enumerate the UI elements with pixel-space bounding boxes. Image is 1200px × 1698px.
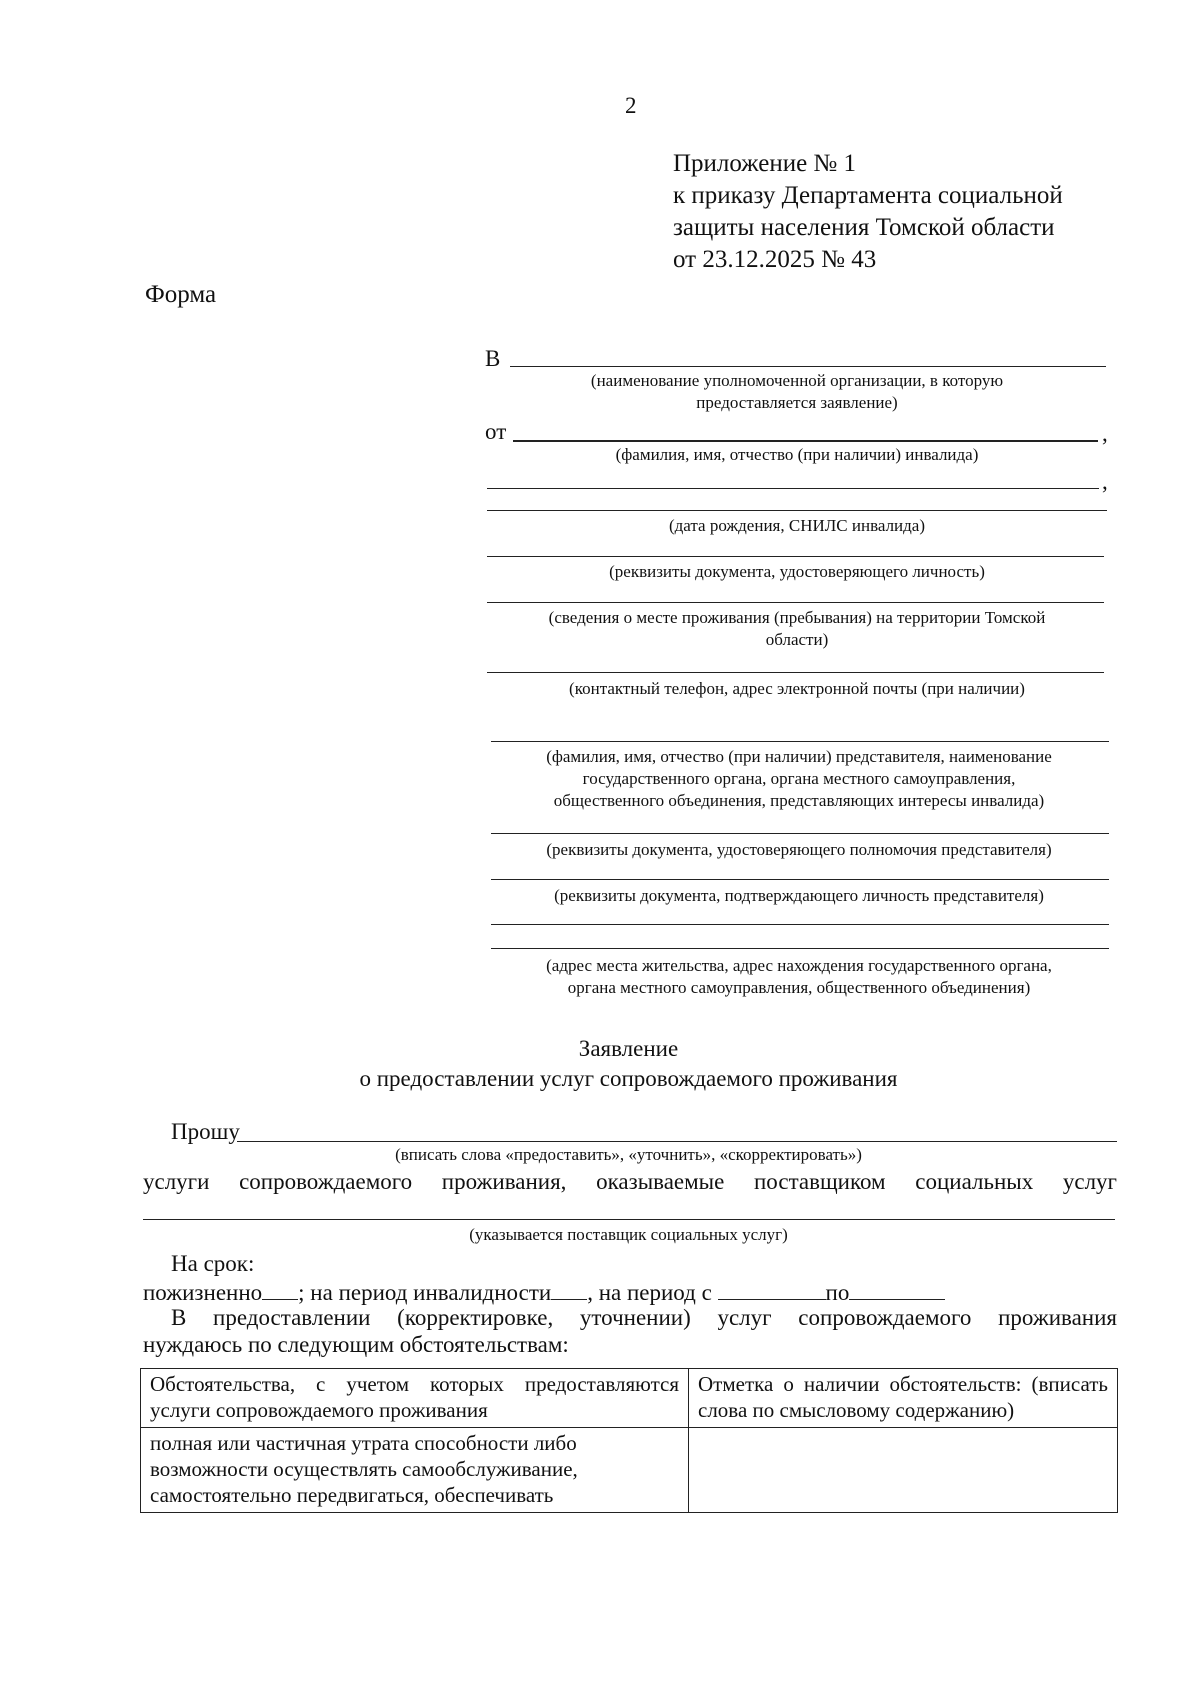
org-hint-line-1: (наименование уполномоченной организации, в которую (590, 371, 1004, 390)
rep-auth-hint: (реквизиты документа, удостоверяющего полномочия представителя) (546, 840, 1052, 859)
appendix-line-2: к приказу Департамента социальной (673, 182, 1063, 209)
disability-period-field[interactable] (551, 1277, 587, 1300)
rep-hint-line-2: государственного органа, органа местного самоуправления, (582, 769, 1016, 788)
rep-field-line[interactable] (491, 741, 1109, 742)
provider-hint: (указывается поставщик социальных услуг) (469, 1225, 788, 1244)
fio-extra-comma: , (1102, 469, 1108, 494)
rep-hint (487, 746, 1111, 812)
org-hint (487, 370, 1107, 414)
contact-hint: (контактный телефон, адрес электронной почты (при наличии) (569, 679, 1025, 698)
page-number: 2 (625, 93, 637, 118)
rep-auth-field-line[interactable] (491, 833, 1109, 834)
term-label: На срок: (171, 1251, 255, 1276)
appendix-line-1: Приложение № 1 (673, 150, 857, 177)
id-doc-field-line[interactable] (487, 556, 1104, 557)
form-label: Форма (145, 281, 217, 308)
circumstances-table (140, 1368, 1118, 1513)
address-field-line-1[interactable] (491, 924, 1109, 925)
title-line-1: Заявление (578, 1036, 679, 1061)
request-word: Прошу (171, 1119, 240, 1144)
fio-extra-line[interactable] (487, 488, 1099, 489)
residence-hint-line-2: области) (765, 630, 829, 649)
title-line-2: о предоставлении услуг сопровождаемого проживания (359, 1066, 898, 1091)
appendix-line-3: защиты населения Томской области (673, 214, 1055, 241)
row1-circumstance: полная или частичная утрата способности либо возможности осуществлять самообслуживание, самостоятельно передвигаться, обеспечивать (141, 1428, 689, 1513)
request-field-line[interactable] (237, 1141, 1117, 1142)
request-hint: (вписать слова «предоставить», «уточнить», «скорректировать») (395, 1145, 862, 1164)
from-prefix: от (485, 419, 507, 444)
lifelong-label: пожизненно (143, 1280, 263, 1305)
address-hint (487, 955, 1111, 999)
org-field-line[interactable] (510, 366, 1106, 367)
need-line-1: В предоставлении (корректировке, уточнении) услуг сопровождаемого проживания (171, 1305, 1117, 1330)
to-prefix: В (485, 346, 501, 371)
fio-field-line[interactable] (513, 440, 1098, 442)
org-hint-line-2: предоставляется заявление) (696, 393, 898, 412)
lifelong-field[interactable] (262, 1277, 298, 1300)
period-from-field[interactable] (718, 1277, 826, 1300)
row1-mark-cell[interactable] (689, 1428, 1118, 1513)
rep-hint-line-1: (фамилия, имя, отчество (при наличии) представителя, наименование (546, 747, 1052, 766)
id-doc-hint: (реквизиты документа, удостоверяющего личность) (609, 562, 985, 581)
birth-hint: (дата рождения, СНИЛС инвалида) (668, 516, 926, 535)
term-options (143, 1277, 945, 1307)
col1-header: Обстоятельства, с учетом которых предоставляются услуги сопровождаемого проживания (141, 1369, 689, 1428)
birth-field-line[interactable] (487, 510, 1107, 511)
provider-field-line[interactable] (143, 1219, 1115, 1220)
rep-hint-line-3: общественного объединения, представляющих интересы инвалида) (553, 791, 1045, 810)
address-field-line-2[interactable] (491, 948, 1109, 949)
need-line-2: нуждаюсь по следующим обстоятельствам: (143, 1332, 569, 1357)
residence-hint (487, 607, 1107, 651)
residence-field-line[interactable] (487, 602, 1104, 603)
residence-hint-line-1: (сведения о месте проживания (пребывания) на территории Томской (548, 608, 1046, 627)
fio-hint: (фамилия, имя, отчество (при наличии) инвалида) (615, 445, 979, 464)
contact-field-line[interactable] (487, 672, 1104, 673)
table-row (141, 1428, 1118, 1513)
services-line: услуги сопровождаемого проживания, оказываемые поставщиком социальных услуг (143, 1169, 1117, 1194)
rep-id-field-line[interactable] (491, 879, 1109, 880)
period-to-field[interactable] (849, 1277, 945, 1300)
address-hint-line-1: (адрес места жительства, адрес нахождения государственного органа, (546, 956, 1052, 975)
period-from-label: , на период с (587, 1280, 712, 1305)
appendix-block (673, 148, 1063, 276)
document-title (140, 1034, 1117, 1094)
rep-id-hint: (реквизиты документа, подтверждающего личность представителя) (554, 886, 1044, 905)
address-hint-line-2: органа местного самоуправления, общественного объединения) (567, 978, 1031, 997)
fio-comma: , (1102, 421, 1108, 446)
col2-header: Отметка о наличии обстоятельств: (вписать слова по смысловому содержанию) (689, 1369, 1118, 1428)
period-to-label: по (825, 1280, 850, 1305)
disability-period-label: ; на период инвалидности (298, 1280, 552, 1305)
table-header-row (141, 1369, 1118, 1428)
appendix-line-4: от 23.12.2025 № 43 (673, 246, 877, 273)
